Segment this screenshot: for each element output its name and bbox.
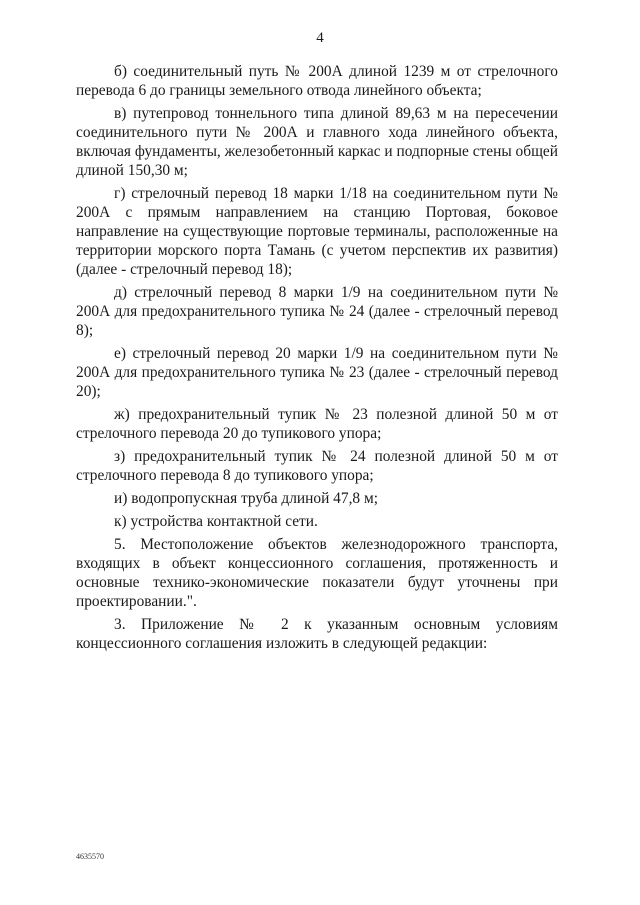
paragraph-b: б) соединительный путь № 200А длиной 1239 м от стрелочного перевода 6 до границы земельного отвода линейного объекта; <box>76 63 558 99</box>
paragraph-zh: ж) предохранительный тупик № 23 полезной длиной 50 м от стрелочного перевода 20 до тупикового упора; <box>76 406 558 442</box>
paragraph-e: е) стрелочный перевод 20 марки 1/9 на соединительном пути № 200А для предохранительного тупика № 23 (далее - стрелочный перевод 20); <box>76 345 558 400</box>
paragraph-v: в) путепровод тоннельного типа длиной 89,63 м на пересечении соединительного пути № 200А и главного хода линейного объекта, включая фундаменты, железобетонный каркас и подпорные стены общей длиной 150,30 м; <box>76 105 558 179</box>
paragraph-item-5: 5. Местоположение объектов железнодорожного транспорта, входящих в объект концессионного соглашения, протяженность и основные технико-экономические показатели будут уточнены при проектировании.". <box>76 536 558 610</box>
paragraph-d: д) стрелочный перевод 8 марки 1/9 на соединительном пути № 200А для предохранительного тупика № 24 (далее - стрелочный перевод 8); <box>76 284 558 339</box>
paragraph-i: и) водопропускная труба длиной 47,8 м; <box>114 490 378 507</box>
paragraph-item-3: 3. Приложение № 2 к указанным основным условиям концессионного соглашения изложить в следующей редакции: <box>76 616 558 652</box>
paragraph-z: з) предохранительный тупик № 24 полезной длиной 50 м от стрелочного перевода 8 до тупикового упора; <box>76 448 558 484</box>
document-body <box>76 62 558 657</box>
page-number: 4 <box>316 30 324 46</box>
document-code: 4635570 <box>76 852 104 861</box>
paragraph-g: г) стрелочный перевод 18 марки 1/18 на соединительном пути № 200А с прямым направлением на станцию Портовая, боковое направление на существующие портовые терминалы, расположенные на территории морского порта Тамань (с учетом перспектив их развития) (далее - стрелочный перевод 18); <box>76 185 558 278</box>
paragraph-k: к) устройства контактной сети. <box>114 513 318 530</box>
